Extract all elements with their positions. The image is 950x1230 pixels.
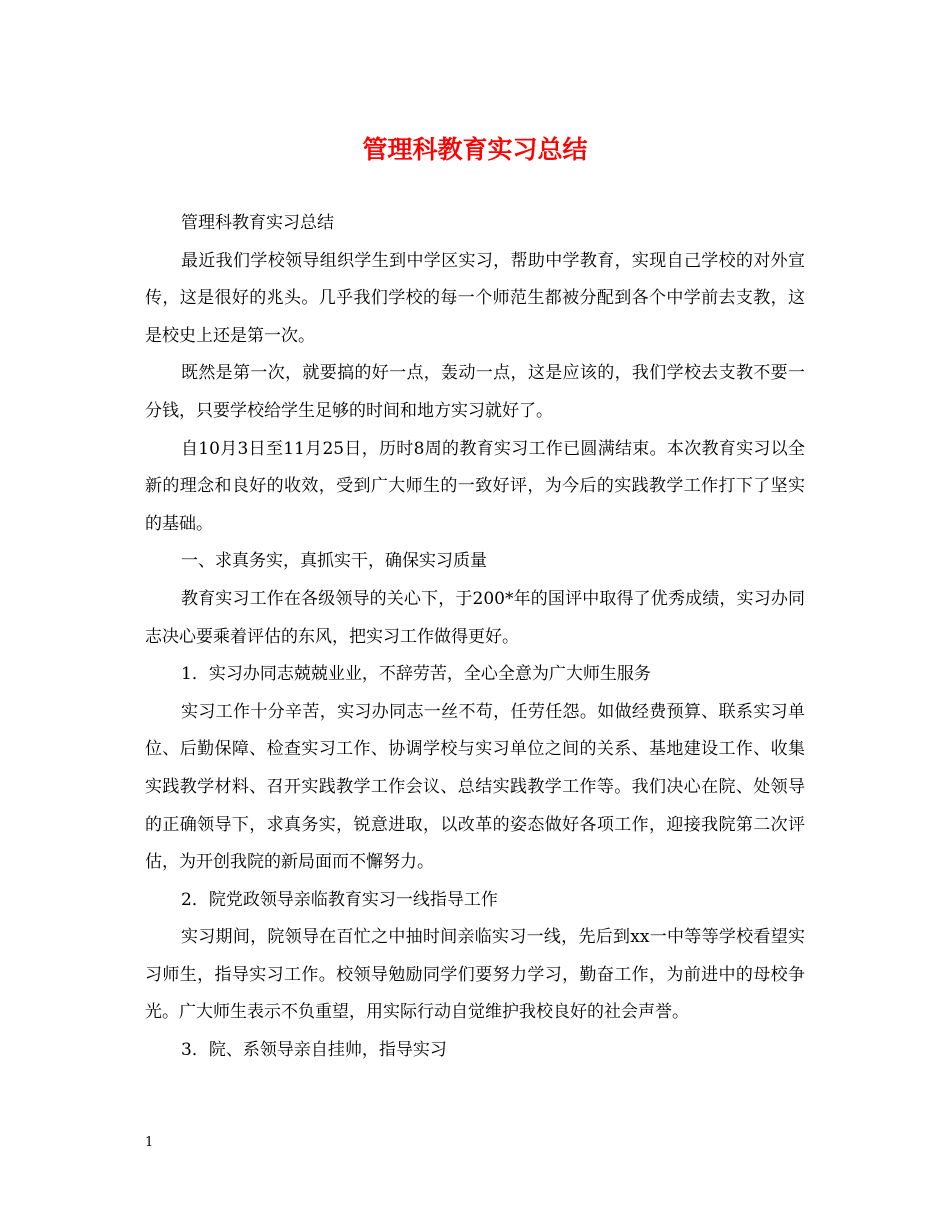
page-number: 1 <box>145 1135 154 1150</box>
paragraph: 既然是第一次，就要搞的好一点，轰动一点，这是应该的，我们学校去支教不要一分钱，只要学校给学生足够的时间和地方实习就好了。 <box>145 363 805 421</box>
subsection-heading: 1．实习办同志兢兢业业，不辞劳苦，全心全意为广大师生服务 <box>181 664 651 685</box>
paragraph: 自10月3日至11月25日，历时8周的教育实习工作已圆满结束。本次教育实习以全新的理念和良好的收效，受到广大师生的一致好评，为今后的实践教学工作打下了坚实的基础。 <box>145 438 805 534</box>
document-title: 管理科教育实习总结 <box>362 135 588 164</box>
section-heading: 一、求真务实，真抓实干，确保实习质量 <box>181 551 487 572</box>
paragraph: 教育实习工作在各级领导的关心下，于200*年的国评中取得了优秀成绩，实习办同志决心要乘着评估的东风，把实习工作做得更好。 <box>145 588 805 647</box>
subsection-heading: 3．院、系领导亲自挂帅，指导实习 <box>181 1040 447 1061</box>
paragraph-subtitle: 管理科教育实习总结 <box>181 213 334 233</box>
paragraph: 实习期间，院领导在百忙之中抽时间亲临实习一线，先后到xx一中等等学校看望实习师生，指导实习工作。校领导勉励同学们要努力学习，勤奋工作，为前进中的母校争光。广大师生表示不负重望，用实际行动自觉维护我校良好的社会声誉。 <box>145 927 805 1023</box>
document-body <box>145 205 805 1070</box>
subsection-heading: 2．院党政领导亲临教育实习一线指导工作 <box>181 889 498 910</box>
paragraph: 实习工作十分辛苦，实习办同志一丝不苟，任劳任怨。如做经费预算、联系实习单位、后勤保障、检查实习工作、协调学校与实习单位之间的关系、基地建设工作、收集实践教学材料、召开实践教学工作会议、总结实践教学工作等。我们决心在院、处领导的正确领导下，求真务实，锐意进取，以改革的姿态做好各项工作，迎接我院第二次评估，为开创我院的新局面而不懈努力。 <box>145 701 805 873</box>
paragraph: 最近我们学校领导组织学生到中学区实习，帮助中学教育，实现自己学校的对外宣传，这是很好的兆头。几乎我们学校的每一个师范生都被分配到各个中学前去支教，这是校史上还是第一次。 <box>145 250 805 346</box>
